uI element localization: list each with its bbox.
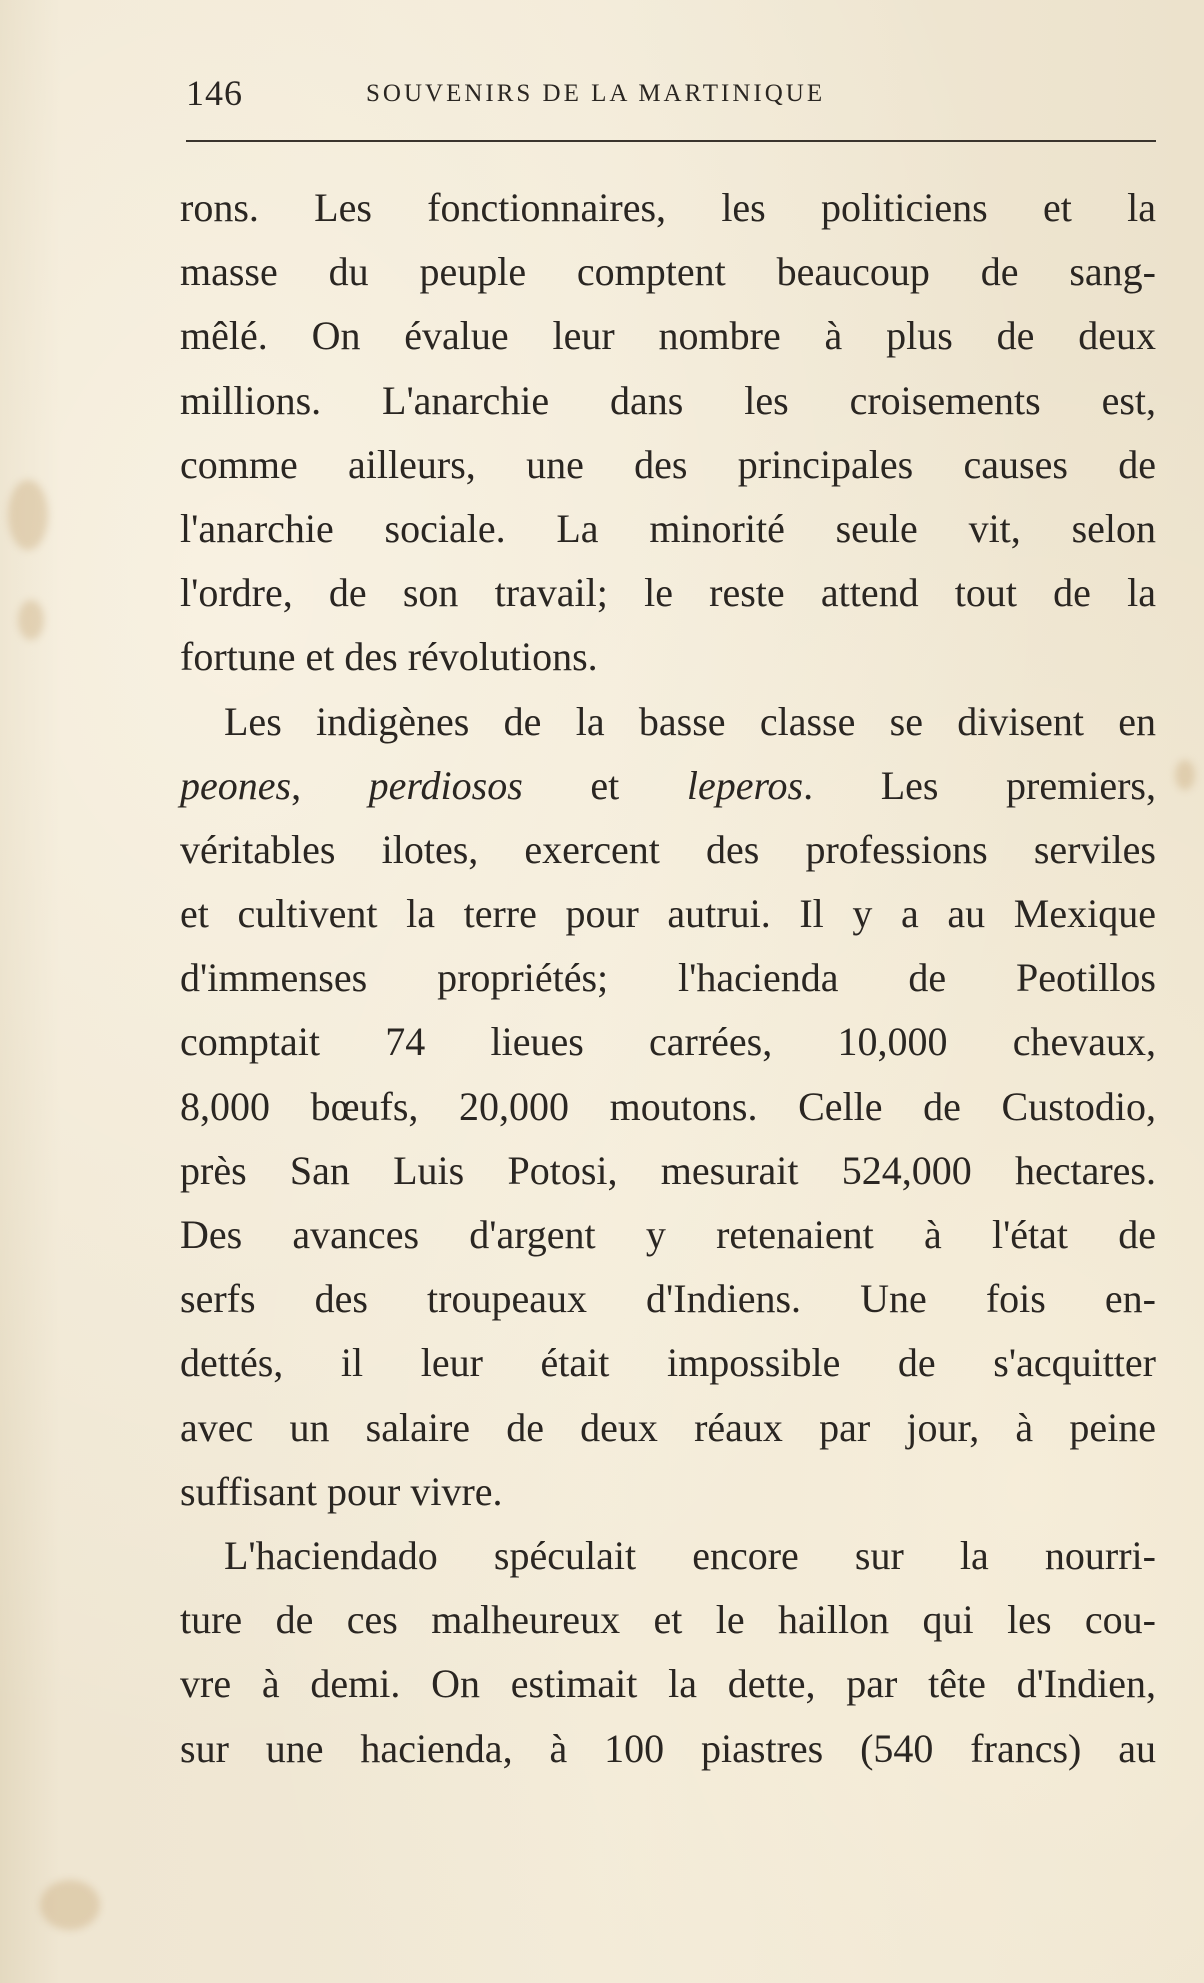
text-line: 8,000 bœufs, 20,000 moutons. Celle de Custodio, (180, 1083, 1156, 1129)
text-line: d'immenses propriétés; l'hacienda de Peotillos (180, 955, 1156, 1001)
text-line: dettés, il leur était impossible de s'acquitter (180, 1340, 1156, 1386)
page-number: 146 (186, 73, 243, 113)
italic-term: leperos (686, 762, 804, 808)
text-line: suffisant pour vivre. (180, 1468, 503, 1514)
text-line: comme ailleurs, une des principales causes de (180, 441, 1156, 487)
text-line: près San Luis Potosi, mesurait 524,000 hectares. (180, 1147, 1156, 1193)
text-line: mêlé. On évalue leur nombre à plus de deux (180, 313, 1156, 359)
text-line: vre à demi. On estimait la dette, par tête d'Indien, (180, 1661, 1156, 1707)
body-text (180, 176, 1156, 1781)
text-line: fortune et des révolutions. (180, 634, 598, 680)
header-rule (186, 140, 1156, 142)
separator: , (291, 762, 369, 808)
text-line: millions. L'anarchie dans les croisements est, (180, 377, 1156, 423)
text-line-italic-terms (180, 754, 1156, 818)
line-remainder: . Les premiers, (803, 762, 1156, 808)
paragraph-start-line: Les indigènes de la basse classe se divisent en (224, 698, 1156, 744)
text-line: l'ordre, de son travail; le reste attend tout de la (180, 570, 1156, 616)
paper-stain (8, 480, 48, 550)
text-line: serfs des troupeaux d'Indiens. Une fois en- (180, 1276, 1156, 1322)
text-line: Des avances d'argent y retenaient à l'état de (180, 1212, 1156, 1257)
running-title: SOUVENIRS DE LA MARTINIQUE (366, 80, 826, 107)
text-line: véritables ilotes, exercent des professions serviles (180, 826, 1156, 872)
paper-stain (1175, 760, 1195, 790)
paragraph-start-line: L'haciendado spéculait encore sur la nourri- (224, 1532, 1156, 1578)
text-line: sur une hacienda, à 100 piastres (540 francs) au (180, 1725, 1156, 1771)
text-line: l'anarchie sociale. La minorité seule vit, selon (180, 505, 1156, 551)
paper-stain (18, 600, 44, 640)
text-line: rons. Les fonctionnaires, les politiciens et la (180, 185, 1156, 230)
text-line: ture de ces malheureux et le haillon qui les cou- (180, 1597, 1156, 1643)
italic-term: perdiosos (368, 762, 523, 808)
text-line: masse du peuple comptent beaucoup de sang- (180, 249, 1156, 295)
text-line: et cultivent la terre pour autrui. Il y a au Mexique (180, 891, 1156, 937)
text-line: avec un salaire de deux réaux par jour, à peine (180, 1404, 1156, 1450)
text-line: comptait 74 lieues carrées, 10,000 chevaux, (180, 1019, 1156, 1065)
page-header (186, 72, 1156, 122)
paper-stain (40, 1880, 100, 1930)
italic-term: peones (180, 762, 292, 808)
separator: et (522, 762, 687, 808)
